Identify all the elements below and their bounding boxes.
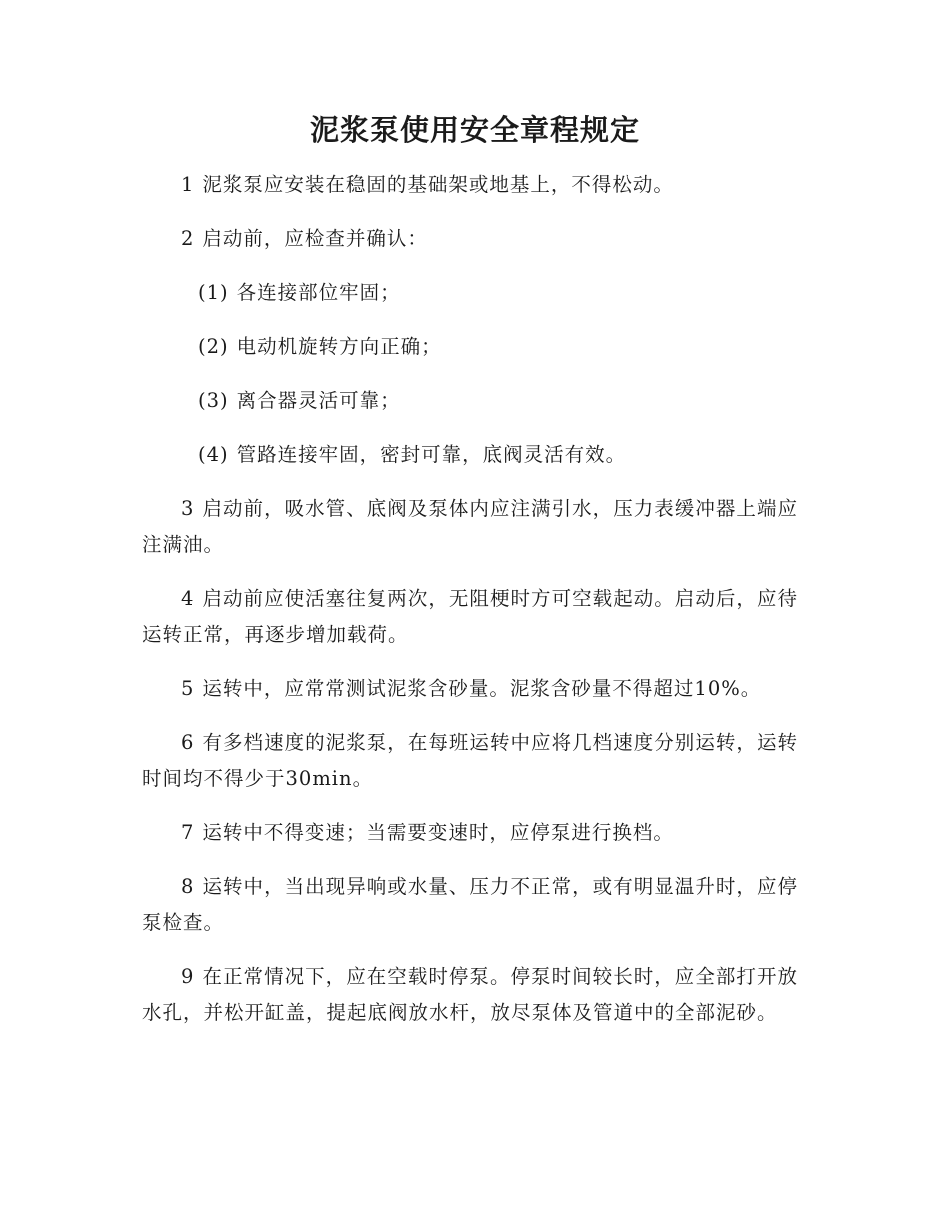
sub-clause-number: (4) — [198, 443, 229, 466]
clause-text: 运转中不得变速；当需要变速时，应停泵进行换档。 — [202, 821, 674, 844]
sub-clause-number: (2) — [198, 335, 229, 358]
clause-3 — [142, 491, 798, 563]
clause-number: 6 — [181, 731, 195, 754]
clause-7 — [142, 815, 798, 851]
sub-clause-text: 各连接部位牢固； — [236, 281, 401, 304]
clause-text: 在正常情况下，应在空载时停泵。停泵时间较长时，应全部打开放水孔，并松开缸盖，提起底阀放水杆，放尽泵体及管道中的全部泥砂。 — [142, 965, 798, 1024]
clause-8 — [142, 869, 798, 941]
clause-number: 4 — [181, 587, 195, 610]
sub-clause-2 — [142, 329, 798, 365]
clause-5 — [142, 671, 798, 707]
sub-clause-1 — [142, 275, 798, 311]
clause-number: 9 — [181, 965, 195, 988]
sub-clause-3 — [142, 383, 798, 419]
clause-number: 8 — [181, 875, 195, 898]
sub-clause-text: 管路连接牢固，密封可靠，底阀灵活有效。 — [236, 443, 627, 466]
clause-number: 5 — [181, 677, 195, 700]
clause-text: 有多档速度的泥浆泵，在每班运转中应将几档速度分别运转，运转时间均不得少于30min。 — [142, 731, 798, 790]
document-body — [142, 167, 798, 1049]
clause-number: 1 — [181, 173, 195, 196]
clause-2 — [142, 221, 798, 257]
clause-6 — [142, 725, 798, 797]
clause-text: 运转中，当出现异响或水量、压力不正常，或有明显温升时，应停泵检查。 — [142, 875, 798, 934]
clause-text: 启动前，应检查并确认： — [202, 227, 428, 250]
clause-number: 2 — [181, 227, 195, 250]
clause-text: 泥浆泵应安装在稳固的基础架或地基上，不得松动。 — [202, 173, 674, 196]
clause-text: 启动前，吸水管、底阀及泵体内应注满引水，压力表缓冲器上端应注满油。 — [142, 497, 798, 556]
sub-clause-number: (3) — [198, 389, 229, 412]
sub-clause-number: (1) — [198, 281, 229, 304]
clause-text: 运转中，应常常测试泥浆含砂量。泥浆含砂量不得超过10%。 — [202, 677, 762, 700]
clause-9 — [142, 959, 798, 1031]
sub-clause-4 — [142, 437, 798, 473]
clause-number: 3 — [181, 497, 195, 520]
sub-clause-text: 电动机旋转方向正确； — [236, 335, 442, 358]
clause-number: 7 — [181, 821, 195, 844]
clause-text: 启动前应使活塞往复两次，无阻梗时方可空载起动。启动后，应待运转正常，再逐步增加载荷。 — [142, 587, 798, 646]
sub-clause-text: 离合器灵活可靠； — [236, 389, 401, 412]
clause-4 — [142, 581, 798, 653]
clause-1 — [142, 167, 798, 203]
document-title: 泥浆泵使用安全章程规定 — [309, 113, 640, 147]
